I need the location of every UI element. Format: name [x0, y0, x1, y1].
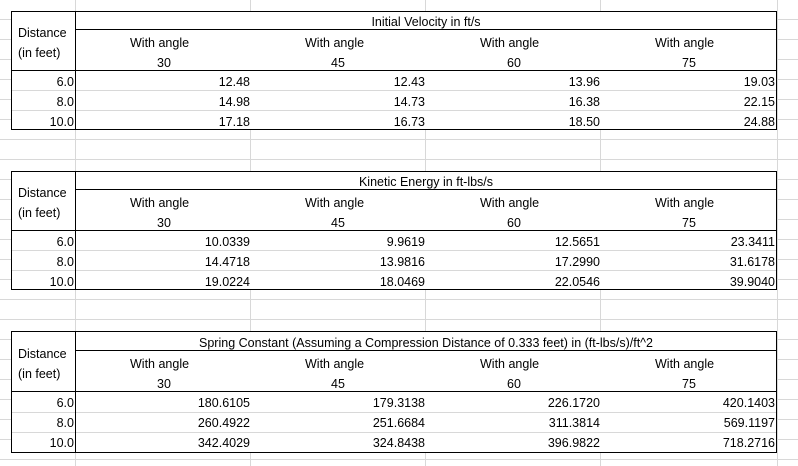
- col-header-angle: 30: [157, 56, 171, 70]
- value-cell: 12.48: [218, 75, 250, 89]
- value-cell: 12.5651: [554, 235, 600, 249]
- value-cell: 569.1197: [723, 416, 775, 430]
- col-header-angle: 60: [507, 377, 521, 391]
- distance-cell: 8.0: [56, 95, 74, 109]
- table-title: Initial Velocity in ft/s: [371, 15, 481, 29]
- col-header-angle: 45: [331, 56, 345, 70]
- row-header-line2: (in feet): [18, 206, 61, 220]
- value-cell: 10.0339: [204, 235, 250, 249]
- distance-cell: 6.0: [56, 396, 74, 410]
- value-cell: 179.3138: [372, 396, 425, 410]
- value-cell: 22.0546: [554, 275, 600, 289]
- value-cell: 13.9816: [379, 255, 425, 269]
- table-title: Kinetic Energy in ft-lbs/s: [358, 175, 494, 189]
- value-cell: 251.6684: [372, 416, 425, 430]
- row-header-line2: (in feet): [18, 46, 61, 60]
- col-header-label: With angle: [130, 196, 190, 210]
- value-cell: 19.0224: [204, 275, 250, 289]
- value-cell: 396.9822: [547, 436, 600, 450]
- value-cell: 420.1403: [722, 396, 775, 410]
- value-cell: 24.88: [743, 115, 775, 129]
- value-cell: 18.50: [568, 115, 600, 129]
- value-cell: 324.8438: [372, 436, 425, 450]
- value-cell: 18.0469: [379, 275, 425, 289]
- col-header-angle: 30: [157, 216, 171, 230]
- col-header-angle: 45: [331, 377, 345, 391]
- distance-cell: 6.0: [56, 75, 74, 89]
- value-cell: 13.96: [568, 75, 600, 89]
- distance-cell: 10.0: [49, 115, 74, 129]
- distance-cell: 8.0: [56, 255, 74, 269]
- value-cell: 9.9619: [386, 235, 425, 249]
- col-header-label: With angle: [655, 36, 715, 50]
- distance-cell: 10.0: [49, 275, 74, 289]
- row-header-line2: (in feet): [18, 367, 61, 381]
- value-cell: 16.73: [393, 115, 425, 129]
- value-cell: 718.2716: [722, 436, 775, 450]
- distance-cell: 10.0: [49, 436, 74, 450]
- value-cell: 14.98: [218, 95, 250, 109]
- row-header-line1: Distance: [18, 186, 67, 200]
- col-header-label: With angle: [305, 196, 365, 210]
- col-header-angle: 60: [507, 216, 521, 230]
- col-header-label: With angle: [480, 357, 540, 371]
- col-header-label: With angle: [655, 357, 715, 371]
- col-header-label: With angle: [480, 196, 540, 210]
- value-cell: 39.9040: [729, 275, 775, 289]
- value-cell: 260.4922: [197, 416, 250, 430]
- value-cell: 14.4718: [204, 255, 250, 269]
- value-cell: 17.2990: [554, 255, 600, 269]
- value-cell: 19.03: [743, 75, 775, 89]
- col-header-angle: 60: [507, 56, 521, 70]
- col-header-label: With angle: [130, 357, 190, 371]
- value-cell: 22.15: [743, 95, 775, 109]
- kinetic-energy-table: [11, 171, 777, 290]
- distance-cell: 6.0: [56, 235, 74, 249]
- value-cell: 180.6105: [197, 396, 250, 410]
- row-header-line1: Distance: [18, 347, 67, 361]
- col-header-angle: 30: [157, 377, 171, 391]
- value-cell: 311.3814: [548, 416, 600, 430]
- value-cell: 12.43: [393, 75, 425, 89]
- value-cell: 23.3411: [730, 235, 775, 249]
- value-cell: 14.73: [393, 95, 425, 109]
- value-cell: 31.6178: [729, 255, 775, 269]
- col-header-label: With angle: [480, 36, 540, 50]
- col-header-label: With angle: [655, 196, 715, 210]
- value-cell: 17.18: [218, 115, 250, 129]
- distance-cell: 8.0: [56, 416, 74, 430]
- value-cell: 342.4029: [197, 436, 250, 450]
- spring-constant-table: [11, 331, 777, 453]
- col-header-label: With angle: [305, 36, 365, 50]
- col-header-angle: 75: [682, 377, 696, 391]
- value-cell: 16.38: [568, 95, 600, 109]
- initial-velocity-table: [11, 11, 777, 130]
- row-header-line1: Distance: [18, 26, 67, 40]
- col-header-label: With angle: [305, 357, 365, 371]
- table-title: Spring Constant (Assuming a Compression Distance of 0.333 feet) in (ft-lbs/s)/ft^2: [199, 336, 653, 350]
- sheet-gridline: [777, 0, 778, 466]
- col-header-angle: 45: [331, 216, 345, 230]
- value-cell: 226.1720: [547, 396, 600, 410]
- col-header-label: With angle: [130, 36, 190, 50]
- col-header-angle: 75: [682, 216, 696, 230]
- col-header-angle: 75: [682, 56, 696, 70]
